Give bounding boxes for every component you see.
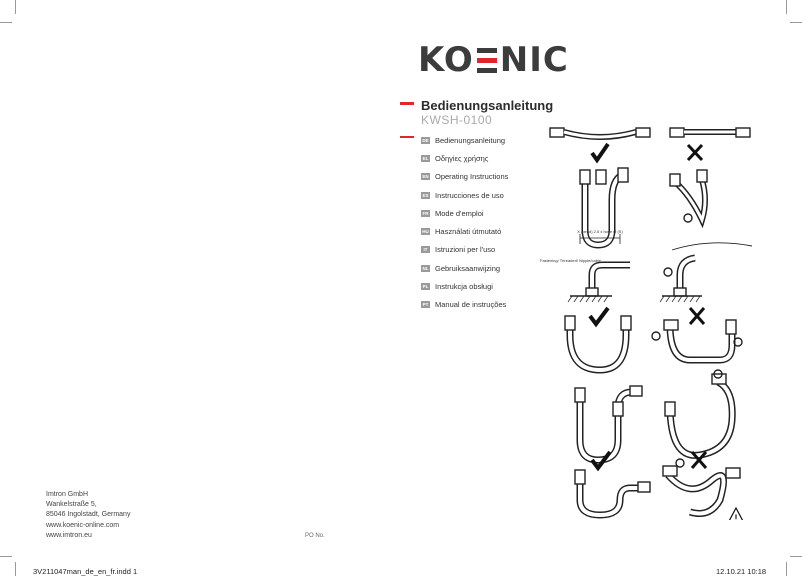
language-label: Manual de instruções [435, 300, 507, 310]
language-label: Operating Instructions [435, 172, 509, 182]
accent-bar [400, 136, 414, 138]
hose-straight-wrong [670, 128, 750, 137]
hose-bend-tight-wrong [660, 243, 752, 302]
language-list [421, 131, 508, 314]
website-link: www.imtron.eu [46, 531, 92, 539]
crop-mark [790, 556, 802, 557]
manual-title: Bedienungsanleitung [421, 98, 554, 113]
language-label: Gebruiksaanwijzing [435, 263, 501, 273]
list-item [421, 277, 508, 295]
language-code: NL [422, 265, 429, 271]
language-label: Instrucciones de uso [435, 190, 504, 200]
hose-twisted-wrong [670, 170, 707, 222]
language-code: PT [422, 302, 429, 308]
list-item [421, 241, 508, 259]
close-icon [688, 145, 702, 160]
model-number: KWSH-0100 [421, 113, 493, 127]
website-link: www.koenic-online.com [46, 521, 120, 529]
company-name: Imtron GmbH [46, 491, 89, 498]
language-code: PL [422, 284, 429, 290]
list-item [421, 131, 508, 149]
list-item [421, 259, 508, 277]
po-number-label: PO No. [305, 533, 325, 539]
language-label: Használati útmutató [435, 227, 502, 237]
language-label: Οδηγίες χρήσης [435, 153, 489, 163]
print-file-label: 3V211047man_de_en_fr.indd 1 [33, 567, 138, 576]
list-item [421, 186, 508, 204]
close-icon [690, 308, 704, 324]
hose-s-curve-correct [575, 386, 642, 460]
list-item [421, 168, 508, 186]
language-label: Mode d'emploi [435, 208, 484, 218]
language-label: Bedienungsanleitung [435, 135, 506, 145]
street: Wankelstraße 5, [46, 501, 97, 509]
language-label: Instrukcja obsługi [435, 282, 493, 292]
crop-mark [0, 556, 12, 557]
check-icon [590, 308, 608, 324]
hose-loop-twisted-wrong [652, 320, 742, 360]
accent-bar [400, 102, 414, 105]
svg-text:!: ! [734, 513, 738, 520]
print-datetime: 12.10.21 10:18 [716, 567, 767, 576]
hose-bent-correct [550, 128, 650, 137]
list-item [421, 149, 508, 167]
language-label: Istruzioni per l'uso [435, 245, 496, 255]
list-item [421, 296, 508, 314]
hose-s-curve-wrong [665, 370, 732, 455]
crop-mark [0, 22, 12, 23]
language-code: ES [422, 192, 429, 198]
bend-radius-label: X (bend) 2.5 x hose Ø (S) [577, 229, 623, 234]
hose-installation-diagram [540, 120, 790, 520]
city: 85046 Ingolstadt, Germany [46, 511, 131, 519]
language-code: DE [422, 137, 429, 143]
hose-double-loop-correct [575, 470, 650, 515]
check-icon [592, 144, 608, 160]
language-code: EL [422, 155, 429, 161]
list-item [421, 204, 508, 222]
language-code: IT [421, 246, 430, 253]
manufacturer-address [46, 490, 130, 541]
logo-e-mark [477, 48, 497, 73]
warning-icon [728, 508, 744, 520]
language-code: HU [422, 229, 429, 235]
crop-mark [15, 0, 16, 14]
crop-mark [15, 562, 16, 576]
list-item [421, 222, 508, 240]
brand-logo: KO NIC [418, 40, 569, 80]
language-code: EN [422, 174, 429, 180]
crop-mark [786, 0, 787, 14]
crop-mark [790, 22, 802, 23]
language-code: FR [422, 210, 429, 216]
hose-tangled-wrong [663, 459, 740, 514]
crop-mark [786, 562, 787, 576]
fitting-label: Fastening/ Threaded/ Nipple/cable [540, 258, 602, 263]
